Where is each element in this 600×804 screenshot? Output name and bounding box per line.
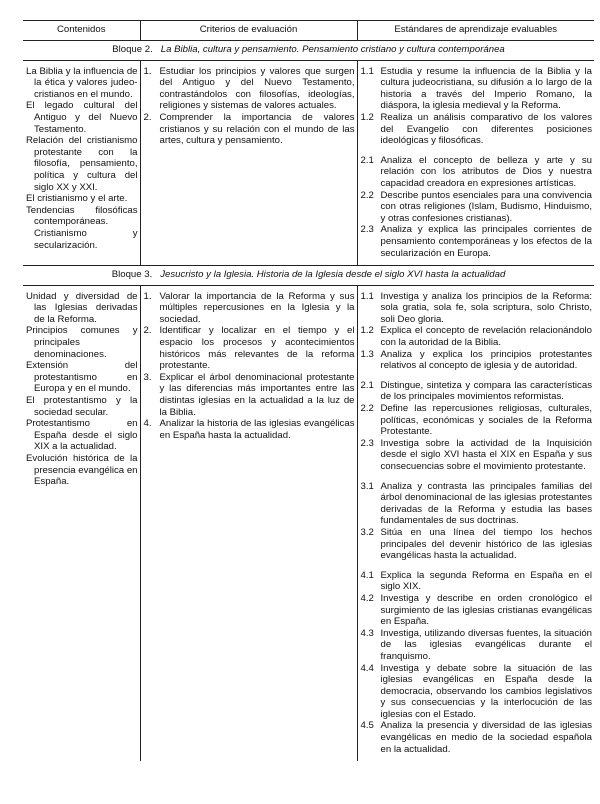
numbered-item	[144, 112, 355, 147]
item-number: 3.	[143, 371, 152, 383]
contenido-item: El protestantismo y la sociedad secular.	[26, 395, 138, 418]
item-number: 1.	[143, 290, 152, 302]
bloque2-heading: La Biblia, cultura y pensamiento. Pensamiento cristiano y cultura contemporánea	[160, 44, 505, 55]
item-text: Explicar el árbol denominacional protestante y las diferencias más importantes entre las distintas iglesias en la actualidad a la luz de la Biblia.	[159, 371, 355, 418]
item-text: Distingue, sintetiza y compara las características de los principales movimientos reformistas.	[380, 379, 592, 403]
numbered-item	[361, 570, 593, 593]
bloque2-content-row	[23, 60, 594, 266]
bloque3-label: Bloque 3.	[111, 269, 153, 281]
item-text: Investiga y analiza los principios de la Reforma: sola gratia, sola fe, sola scriptura, solo Christo, soli Deo gloria.	[380, 290, 592, 325]
item-text: Comprender la importancia de valores cristianos y su relación con el mundo de las artes, cultura y pensamiento.	[159, 111, 355, 147]
bloque2-title-row	[23, 41, 594, 61]
numbered-item	[361, 663, 593, 721]
item-text: Estudiar los principios y valores que surgen del Antiguo y del Nuevo Testamento, contrastándolos con filosofías, ideologías, religiones y sistemas de valores actuales.	[159, 65, 355, 112]
item-number: 4.2	[360, 592, 374, 604]
item-text: Describe puntos esenciales para una convivencia con otras religiones (Islam, Budismo, Hinduismo, y otras confesiones cristianas).	[380, 189, 592, 224]
item-text: Identificar y localizar en el tiempo y el espacio los procesos y acontecimientos históricos más relevantes de la reforma protestante.	[159, 325, 355, 372]
numbered-item	[361, 349, 593, 372]
item-number: 2.2	[360, 189, 374, 201]
item-number: 1.2	[360, 325, 374, 337]
item-text: Sitúa en una línea del tiempo los hechos principales del devenir histórico de las iglesias evangélicas hasta la actualidad.	[380, 526, 592, 562]
numbered-item	[144, 325, 355, 371]
numbered-item	[361, 155, 593, 190]
item-number: 4.1	[360, 569, 374, 581]
item-text: Explica la segunda Reforma en España en el siglo XIX.	[380, 569, 592, 593]
item-text: Investiga sobre la actividad de la Inquisición desde el siglo XVI hasta el XIX en España y sus consecuencias sobre el movimiento protestante.	[380, 437, 592, 472]
item-number: 2.2	[360, 403, 374, 415]
item-number: 2.1	[360, 154, 374, 166]
numbered-item	[144, 291, 355, 326]
numbered-item	[144, 66, 355, 112]
numbered-item	[361, 720, 593, 755]
item-number: 2.3	[360, 437, 374, 449]
numbered-item	[361, 291, 593, 326]
item-text: Analiza el concepto de belleza y arte y su relación con los atributos de Dios y nuestra capacidad creadora en expresiones artísticas.	[380, 154, 592, 189]
contenido-item: Relación del cristianismo protestante con la filosofía, pensamiento, política y cultura del siglo XX y XXI.	[26, 135, 138, 193]
numbered-item	[361, 527, 593, 562]
group-spacer	[361, 562, 593, 570]
item-number: 4.4	[360, 662, 374, 674]
item-number: 4.3	[360, 627, 374, 639]
item-number: 3.2	[360, 526, 374, 538]
bloque3-contenidos	[23, 285, 140, 761]
item-text: Investiga y describe en orden cronológico el surgimiento de las iglesias cristianas evangélicas en España.	[380, 592, 592, 628]
numbered-item	[361, 325, 593, 348]
bloque2-label: Bloque 2.	[112, 44, 153, 55]
contenido-item: Principios comunes y principales denominaciones.	[26, 325, 138, 360]
numbered-item	[361, 593, 593, 628]
bloque3-heading: Jesucristo y la Iglesia. Historia de la Iglesia desde el siglo XVI hasta la actualidad	[160, 269, 506, 281]
item-text: Explica el concepto de revelación relacionándolo con la autoridad de la Biblia.	[380, 325, 592, 349]
item-number: 1.1	[360, 65, 374, 77]
bloque3-title-row	[23, 266, 594, 286]
bloque3-content-row	[23, 285, 594, 761]
item-number: 2.3	[360, 224, 374, 236]
curriculum-page	[23, 20, 594, 761]
item-text: Define las repercusiones religiosas, culturales, políticas, económicas y sociales de la Reforma Protestante.	[380, 403, 592, 438]
numbered-item	[361, 380, 593, 403]
contenido-item: La Biblia y la influencia de la ética y valores judeo-cristianos en el mundo.	[26, 65, 138, 100]
numbered-item	[361, 481, 593, 527]
item-text: Estudia y resume la influencia de la Biblia y la cultura judeocristiana, su difusión a lo largo de la historia a través del Imperio Romano, la diáspora, la iglesia medieval y la Reforma.	[380, 65, 592, 112]
numbered-item	[361, 403, 593, 438]
numbered-item	[361, 224, 593, 259]
contenido-item: Evolución histórica de la presencia evangélica en España.	[26, 453, 138, 488]
item-number: 2.1	[360, 379, 374, 391]
item-number: 1.2	[360, 111, 374, 123]
bloque3-estandares	[357, 285, 594, 761]
header-estandares: Estándares de aprendizaje evaluables	[357, 21, 594, 41]
contenido-item: Unidad y diversidad de las Iglesias derivadas de la Reforma.	[26, 290, 138, 325]
bloque2-title	[23, 41, 594, 61]
numbered-item	[361, 112, 593, 147]
item-number: 2.	[143, 325, 152, 337]
item-number: 4.5	[360, 720, 374, 732]
contenido-item: Extensión del protestantismo en Europa y en el mundo.	[26, 360, 138, 395]
numbered-item	[144, 372, 355, 418]
numbered-item	[361, 66, 593, 112]
bloque3-title	[23, 266, 594, 286]
item-number: 1.	[143, 65, 152, 77]
item-number: 3.1	[360, 480, 374, 492]
item-number: 1.1	[360, 290, 374, 302]
item-text: Investiga y debate sobre la situación de las iglesias evangélicas en España desde la democracia, observando los cambios legislativos y sus consecuencias y la interlocución de las iglesias con el Estado.	[380, 662, 592, 720]
item-text: Analiza y explica las principales corrientes de pensamiento contemporáneas y los efectos de la secularización en Europa.	[380, 224, 592, 259]
numbered-item	[361, 190, 593, 225]
header-criterios: Criterios de evaluación	[140, 21, 357, 41]
contenido-item: El legado cultural del Antiguo y del Nuevo Testamento.	[26, 100, 138, 135]
group-spacer	[361, 147, 593, 155]
contenido-item: Protestantismo en España desde el siglo XIX a la actualidad.	[26, 418, 138, 453]
item-number: 4.	[143, 418, 152, 430]
bloque2-criterios	[140, 60, 357, 266]
numbered-item	[144, 418, 355, 441]
item-text: Investiga, utilizando diversas fuentes, la situación de las iglesias evangélicas durante el franquismo.	[380, 627, 592, 662]
group-spacer	[361, 473, 593, 481]
bloque2-estandares	[357, 60, 594, 266]
item-text: Analiza y contrasta las principales familias del árbol denominacional de las iglesias protestantes derivadas de la Reforma y estudia las bases fundamentales de sus doctrinas.	[380, 480, 592, 527]
numbered-item	[361, 438, 593, 473]
item-text: Analizar la historia de las iglesias evangélicas en España hasta la actualidad.	[159, 418, 355, 441]
item-text: Valorar la importancia de la Reforma y sus múltiples repercusiones en la Iglesia y la sociedad.	[159, 290, 355, 325]
curriculum-table	[23, 20, 594, 761]
item-number: 2.	[143, 111, 152, 123]
item-text: Analiza la presencia y diversidad de las iglesias evangélicas en medio de la sociedad española en la actualidad.	[380, 720, 592, 755]
bloque2-contenidos	[23, 60, 140, 266]
header-row	[23, 21, 594, 41]
numbered-item	[361, 628, 593, 663]
contenido-item: Tendencias filosóficas contemporáneas. Cristianismo y secularización.	[26, 204, 138, 251]
bloque3-criterios	[140, 285, 357, 761]
item-number: 1.3	[360, 348, 374, 360]
group-spacer	[361, 372, 593, 380]
item-text: Analiza y explica los principios protestantes relativos al concepto de iglesia y de autoridad.	[380, 348, 592, 372]
item-text: Realiza un análisis comparativo de los valores del Evangelio con diferentes posiciones ideológicas y filosóficas.	[380, 111, 592, 147]
contenido-item: El cristianismo y el arte.	[26, 193, 128, 205]
header-contenidos: Contenidos	[23, 21, 140, 41]
